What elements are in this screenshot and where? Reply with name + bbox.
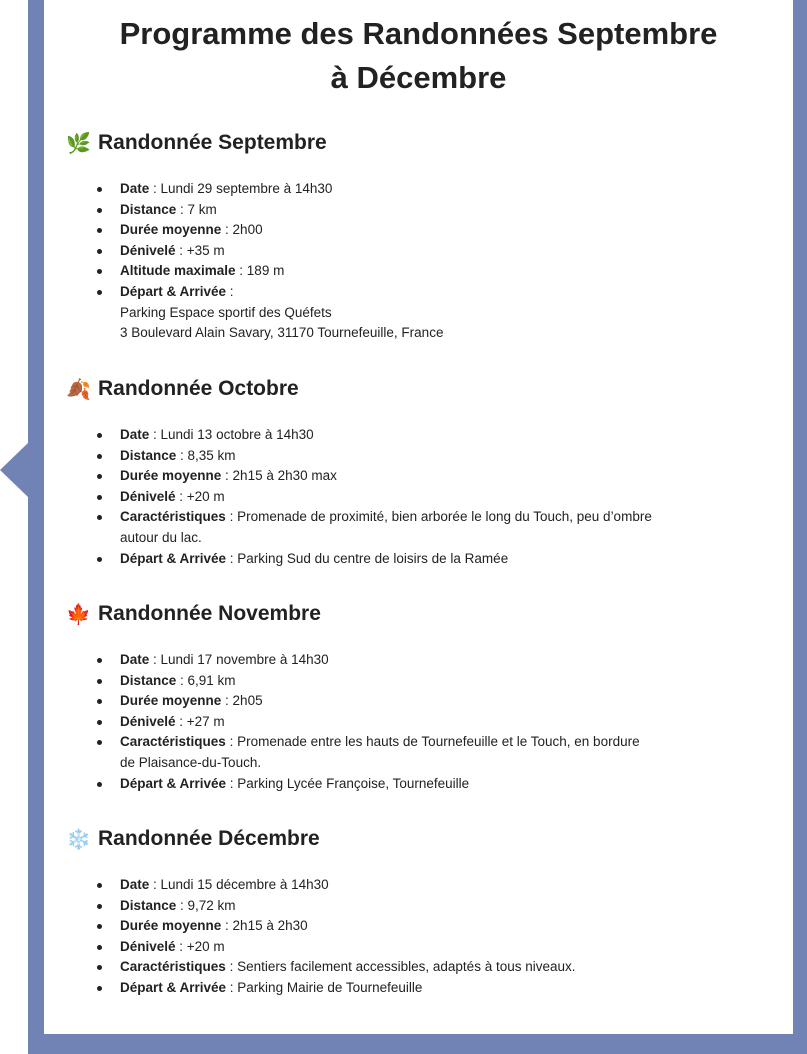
item-key: Distance: [120, 672, 177, 688]
address-line: Parking Espace sportif des Quéfets: [120, 304, 332, 320]
item-value: : Parking Mairie de Tournefeuille: [226, 979, 423, 995]
item-key: Départ & Arrivée: [120, 775, 227, 791]
bullet: [97, 515, 102, 520]
page-title-line-2: à Décembre: [330, 60, 507, 95]
item-continuation: de Plaisance-du-Touch.: [120, 754, 262, 770]
item-value: :: [226, 283, 234, 299]
list-item: [120, 241, 770, 262]
details-list-september: [120, 179, 770, 344]
item-key: Caractéristiques: [120, 734, 226, 750]
item-key: Distance: [120, 447, 177, 463]
section-title: Randonnée Novembre: [98, 602, 321, 625]
bullet: [97, 782, 102, 787]
list-item: [120, 261, 770, 282]
list-item: [120, 896, 770, 917]
item-key: Durée moyenne: [120, 693, 222, 709]
item-value: : +20 m: [175, 938, 225, 954]
page-title: [44, 12, 793, 100]
item-value: : Promenade de proximité, bien arborée le long du Touch, peu d’ombre: [225, 509, 652, 525]
item-value: : Lundi 29 septembre à 14h30: [149, 181, 333, 196]
item-key: Distance: [120, 897, 177, 913]
left-pointer-arrow: [0, 443, 28, 497]
section-heading-september: [66, 129, 327, 158]
details-list-october: [120, 425, 770, 569]
item-value: : Promenade entre les hauts de Tournefeuille et le Touch, en bordure: [225, 734, 640, 750]
list-item: [120, 671, 770, 692]
bullet: [97, 904, 102, 909]
list-item: [120, 691, 770, 712]
bullet: [97, 474, 102, 479]
list-item: [120, 957, 770, 978]
item-key: Date: [120, 652, 150, 667]
item-key: Caractéristiques: [120, 959, 226, 975]
item-key: Date: [120, 181, 150, 196]
page-title-line-1: Programme des Randonnées Septembre: [119, 16, 718, 51]
bullet: [97, 187, 102, 192]
item-key: Départ & Arrivée: [120, 550, 227, 566]
list-item: [120, 220, 770, 241]
item-key: Dénivelé: [120, 938, 176, 954]
list-item: [120, 282, 770, 344]
bullet: [97, 249, 102, 254]
item-key: Dénivelé: [120, 488, 176, 504]
item-key: Durée moyenne: [120, 468, 222, 484]
section-heading-december: [66, 825, 320, 854]
list-item: [120, 179, 770, 200]
bullet: [97, 924, 102, 929]
bullet: [97, 945, 102, 950]
item-value: : Lundi 15 décembre à 14h30: [149, 877, 329, 892]
item-value: : 2h00: [221, 222, 263, 238]
bullet: [97, 679, 102, 684]
bullet: [97, 269, 102, 274]
bullet: [97, 454, 102, 459]
item-value: : 189 m: [235, 263, 285, 279]
list-item: [120, 712, 770, 733]
item-value: : +27 m: [175, 713, 225, 729]
section-title: Randonnée Décembre: [98, 827, 320, 850]
fallen-leaves-icon: 🍂: [66, 379, 91, 401]
item-value: : 2h15 à 2h30: [221, 918, 308, 934]
address-line: 3 Boulevard Alain Savary, 31170 Tournefeuille, France: [120, 325, 444, 341]
section-title: Randonnée Septembre: [98, 131, 327, 154]
item-value: : Parking Sud du centre de loisirs de la Ramée: [226, 550, 509, 566]
item-value: : +20 m: [175, 488, 225, 504]
list-item: [120, 200, 770, 221]
list-item: [120, 507, 770, 548]
list-item: [120, 732, 770, 773]
list-item: [120, 774, 770, 795]
list-item: [120, 875, 770, 896]
bullet: [97, 720, 102, 725]
list-item: [120, 466, 770, 487]
bullet: [97, 986, 102, 991]
item-key: Départ & Arrivée: [120, 283, 227, 299]
bullet: [97, 883, 102, 888]
item-value: : Lundi 17 novembre à 14h30: [149, 652, 329, 667]
item-key: Date: [120, 427, 150, 442]
item-key: Caractéristiques: [120, 509, 226, 525]
herb-leaf-icon: 🌿: [66, 133, 91, 155]
list-item: [120, 425, 770, 446]
item-value: : +35 m: [175, 242, 225, 258]
bullet: [97, 965, 102, 970]
snowflake-icon: ❄️: [66, 829, 91, 851]
list-item: [120, 978, 770, 999]
item-continuation: autour du lac.: [120, 529, 202, 545]
item-value: : Parking Lycée Françoise, Tournefeuille: [226, 775, 470, 791]
list-item: [120, 446, 770, 467]
section-title: Randonnée Octobre: [98, 377, 299, 400]
details-list-november: [120, 650, 770, 794]
list-item: [120, 549, 770, 570]
item-value: : 9,72 km: [176, 897, 236, 913]
list-item: [120, 937, 770, 958]
bullet: [97, 699, 102, 704]
bullet: [97, 557, 102, 562]
item-key: Distance: [120, 201, 177, 217]
program-card: [44, 0, 793, 1034]
bullet: [97, 433, 102, 438]
item-value: : 8,35 km: [176, 447, 236, 463]
bullet: [97, 208, 102, 213]
bullet: [97, 658, 102, 663]
bullet: [97, 495, 102, 500]
item-key: Dénivelé: [120, 242, 176, 258]
item-value: : Sentiers facilement accessibles, adaptés à tous niveaux.: [225, 959, 576, 975]
item-value: : 7 km: [176, 201, 217, 217]
item-key: Durée moyenne: [120, 222, 222, 238]
section-heading-november: [66, 600, 321, 629]
list-item: [120, 487, 770, 508]
bullet: [97, 740, 102, 745]
details-list-december: [120, 875, 770, 999]
bullet: [97, 228, 102, 233]
list-item: [120, 650, 770, 671]
section-heading-october: [66, 375, 299, 404]
maple-leaf-icon: 🍁: [66, 604, 91, 626]
item-value: : 2h05: [221, 693, 263, 709]
list-item: [120, 916, 770, 937]
bullet: [97, 290, 102, 295]
item-value: : 2h15 à 2h30 max: [221, 468, 337, 484]
item-key: Dénivelé: [120, 713, 176, 729]
item-key: Altitude maximale: [120, 263, 236, 279]
item-key: Durée moyenne: [120, 918, 222, 934]
item-key: Date: [120, 877, 150, 892]
item-key: Départ & Arrivée: [120, 979, 227, 995]
item-value: : Lundi 13 octobre à 14h30: [149, 427, 314, 442]
item-value: : 6,91 km: [176, 672, 236, 688]
